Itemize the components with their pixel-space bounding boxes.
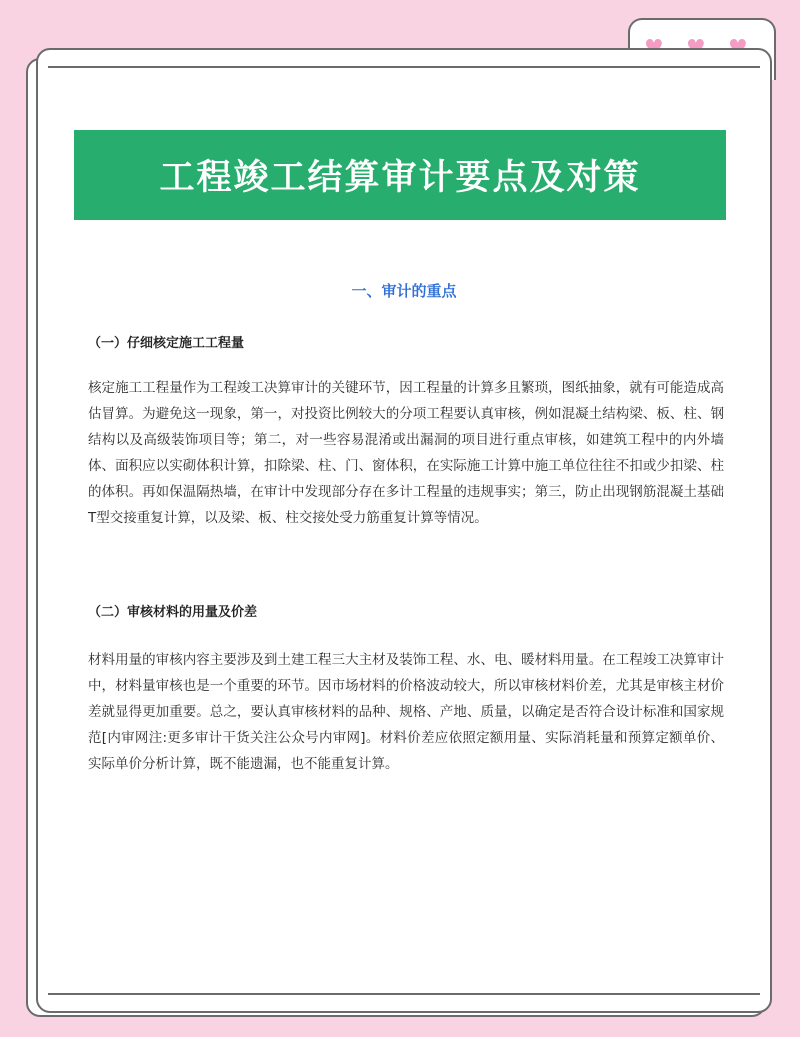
title-banner (74, 130, 726, 220)
section-heading: 一、审计的重点 (351, 282, 457, 300)
paragraph-2: 材料用量的审核内容主要涉及到土建工程三大主材及装饰工程、水、电、暖材料用量。在工程竣工决算审计中，材料量审核也是一个重要的环节。因市场材料的价格波动较大，所以审核材料价差，尤其是审核主材价差就显得更加重要。总之，要认真审核材料的品种、规格、产地、质量，以确定是否符合设计标准和国家规范[内审网注:更多审计干货关注公众号内审网]。材料价差应依照定额用量、实际消耗量和预算定额单价、实际单价分析计算，既不能遗漏，也不能重复计算。 (88, 652, 724, 772)
top-divider (48, 66, 760, 68)
bottom-divider (48, 993, 760, 995)
paragraph-1: 核定施工工程量作为工程竣工决算审计的关键环节，因工程量的计算多且繁琐，图纸抽象，就有可能造成高估冒算。为避免这一现象，第一，对投资比例较大的分项工程要认真审核，例如混凝土结构梁、板、柱、钢结构以及高级装饰项目等；第二，对一些容易混淆或出漏洞的项目进行重点审核，如建筑工程中的内外墙体、面积应以实砌体积计算，扣除梁、柱、门、窗体积，在实际施工计算中施工单位往往不扣或少扣梁、柱的体积。再如保温隔热墙，在审计中发现部分存在多计工程量的违规事实；第三，防止出现钢筋混凝土基础T型交接重复计算，以及梁、板、柱交接处受力筋重复计算等情况。 (88, 380, 724, 526)
document-sheet (36, 48, 772, 1013)
page-title: 工程竣工结算审计要点及对策 (159, 158, 641, 198)
subsection-heading-2: （二）审核材料的用量及价差 (88, 605, 258, 620)
subsection-heading-1: （一）仔细核定施工工程量 (88, 336, 245, 351)
